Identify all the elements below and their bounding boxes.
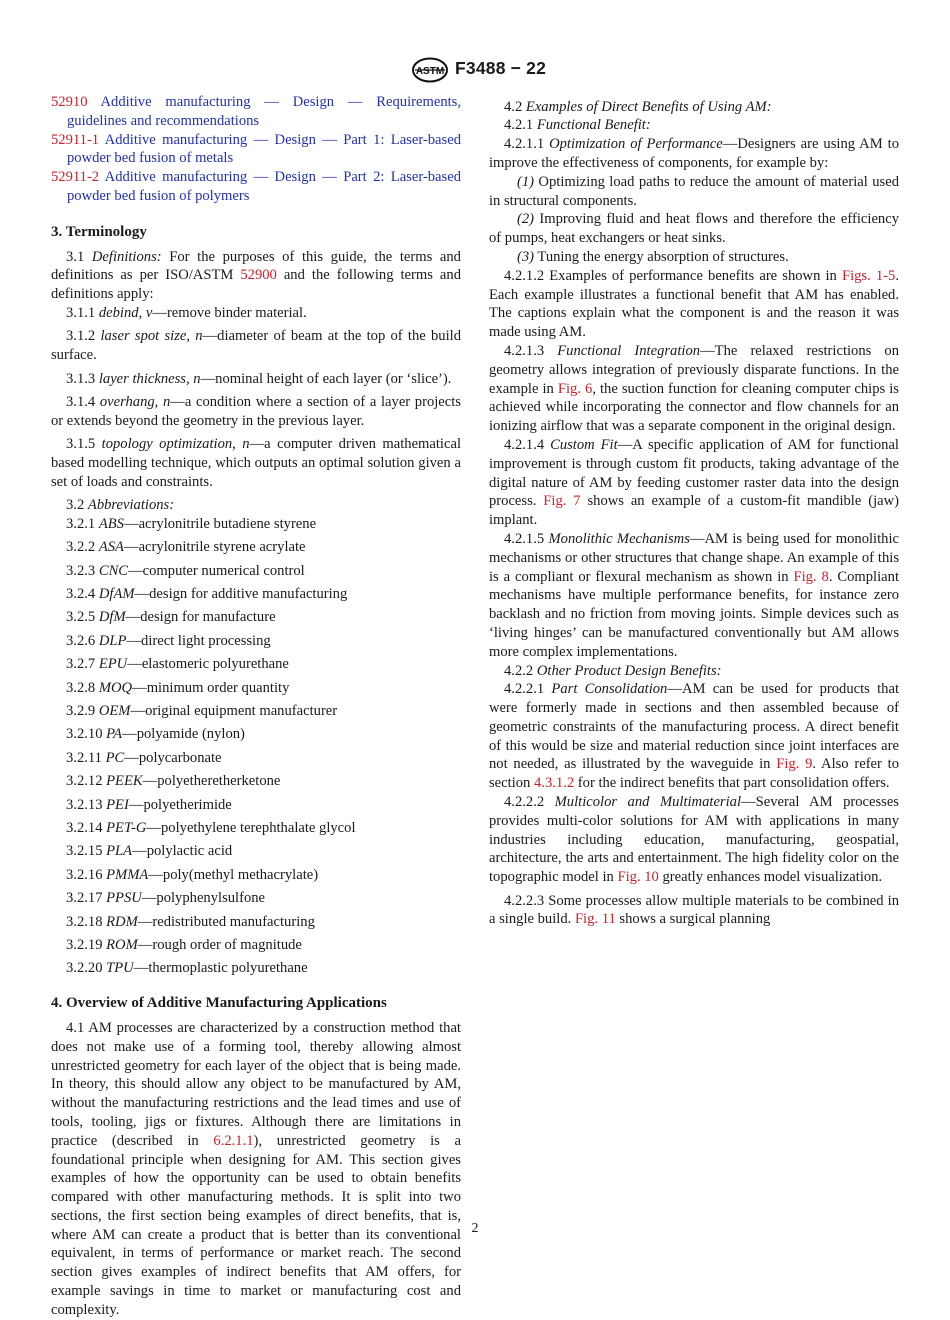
figure-link[interactable]: Figs. 1-5 <box>841 267 896 284</box>
reference-item: 52911-2 Additive manufacturing — Design — Part 2: Laser-based powder bed fusion of polymers <box>51 169 461 204</box>
paragraph: 4.2 Examples of Direct Benefits of Using AM: <box>504 98 772 115</box>
abbreviation: 3.2.18 RDM—redistributed manufacturing <box>66 913 315 930</box>
paragraph: 4.2.2.1 Part Consolidation—AM can be used for products that were formerly made in sections and then assembled because of geometric constraints of the manufacturing process. A direct benefit of this would be size and material reduction since joint interfaces are not needed, as illustrated by the waveguide in Fig. 9. Also refer to section 4.3.1.2 for the indirect benefits that part consolidation offers. <box>489 681 900 792</box>
paragraph: 4.2.2.3 Some processes allow multiple materials to be combined in a single build. Fig. 11 shows a surgical planning <box>489 892 899 928</box>
paragraph: 4.2.1.2 Examples of performance benefits are shown in Figs. 1-5. Each example illustrates a functional benefit that AM has enabled. The captions explain what the component is and the reason it was made using AM. <box>489 267 899 341</box>
right-column <box>489 93 899 929</box>
list-item: (2) Improving fluid and heat flows and therefore the efficiency of pumps, heat exchangers or heat sinks. <box>489 211 899 247</box>
abbreviation: 3.2.5 DfM—design for manufacture <box>66 609 276 626</box>
paragraph: 4.2.2 Other Product Design Benefits: <box>504 662 722 679</box>
reference-number[interactable]: 52911-2 <box>51 169 100 186</box>
reference-item: 52910 Additive manufacturing — Design — Requirements, guidelines and recommendations <box>51 94 461 129</box>
definition: 3.1.5 topology optimization, n—a computer driven mathematical based modelling technique, which outputs an optimal solution given a set of loads and constraints. <box>51 436 461 490</box>
abbreviation: 3.2.7 EPU—elastomeric polyurethane <box>66 656 289 673</box>
abbreviation: 3.2.4 DfAM—design for additive manufacturing <box>66 586 348 603</box>
paragraph: 4.2.2.2 Multicolor and Multimaterial—Several AM processes provides multi-color solutions for AM with applications in many industries including education, manufacturing, geospatial, architecture, the arts and entertainment. The high fidelity color on the topographic model in Fig. 10 greatly enhances model visualization. <box>489 794 899 886</box>
abbreviation: 3.2.10 PA—polyamide (nylon) <box>66 726 245 743</box>
abbreviation: 3.2.15 PLA—polylactic acid <box>66 843 233 860</box>
page-number: 2 <box>471 1221 479 1236</box>
definition: 3.1.2 laser spot size, n—diameter of beam at the top of the build surface. <box>51 328 462 364</box>
paragraph: 4.2.1.4 Custom Fit—A specific application of AM for functional improvement is through custom fit products, taking advantage of the digital nature of AM by feeding customer raster data into the design process. Fig. 7 shows an example of a custom-fit mandible (jaw) implant. <box>489 436 899 529</box>
section-link[interactable]: 4.3.1.2 <box>534 775 575 792</box>
reference-item: 52911-1 Additive manufacturing — Design — Part 1: Laser-based powder bed fusion of metals <box>51 131 461 167</box>
figure-link[interactable]: Fig. 9 <box>776 756 813 773</box>
section-link[interactable]: 6.2.1.1 <box>213 1132 254 1149</box>
astm-logo-icon <box>410 57 450 83</box>
definition: 3.1.1 debind, v—remove binder material. <box>66 304 307 321</box>
abbreviation: 3.2.2 ASA—acrylonitrile styrene acrylate <box>66 539 306 556</box>
abbreviation: 3.2.1 ABS—acrylonitrile butadiene styrene <box>66 515 317 532</box>
abbreviation: 3.2.14 PET-G—polyethylene terephthalate glycol <box>66 819 356 836</box>
figure-link[interactable]: Fig. 10 <box>617 869 659 886</box>
section-heading: 3. Terminology <box>51 223 147 240</box>
list-item: (1) Optimizing load paths to reduce the amount of material used in structural components. <box>489 173 899 209</box>
abbreviation: 3.2.12 PEEK—polyetheretherketone <box>66 773 281 790</box>
abbreviation: 3.2.19 ROM—rough order of magnitude <box>66 936 302 953</box>
figure-link[interactable]: Fig. 6 <box>557 380 593 397</box>
document-id: F3488 − 22 <box>455 58 547 78</box>
definition: 3.1.4 overhang, n—a condition where a section of a layer projects or extends beyond the geometry in the previous layer. <box>51 393 461 429</box>
paragraph: 4.2.1.1 Optimization of Performance—Designers are using AM to improve the effectiveness of components, for example by: <box>489 136 899 171</box>
list-item: (3) Tuning the energy absorption of structures. <box>517 248 789 265</box>
abbreviation: 3.2.8 MOQ—minimum order quantity <box>66 679 290 696</box>
svg-text:ASTM: ASTM <box>415 66 445 77</box>
figure-link[interactable]: Fig. 8 <box>793 568 829 585</box>
paragraph: 4.2.1.5 Monolithic Mechanisms—AM is being used for monolithic mechanisms or other structures that change shape. An example of this is a compliant or flexural mechanism as shown in Fig. 8. Compliant mechanisms have multiple performance benefits, for instance zero backlash and no friction from moving joints. Simple devices such as ‘living hinges’ can be manufactured conventionally but AM allows more complex implementations. <box>489 530 899 660</box>
definition: 3.1.3 layer thickness, n—nominal height of each layer (or ‘slice’). <box>66 370 452 387</box>
paragraph: 4.1 AM processes are characterized by a construction method that does not make use of a forming tool, thereby allowing almost unrestricted geometry for each layer of the object that is being made. In theory, this should allow any object to be manufactured by AM, without the manufacturing restrictions and the lead times and use of tools, tooling, jigs or fixtures. Although there are limitations in practice (described in 6.2.1.1), unrestricted geometry is a foundational principle when designing for AM. This section gives examples of how the opportunity can be used to obtain benefits compared with other manufacturing methods. It is split into two sections, the first section being examples of direct benefits, that is, where AM can create a product that is better than its conventional equivalent, in terms of performance or market reach. The second section gives examples of indirect benefits that AM offers, for example savings in time to market or manufacturing cost and complexity. <box>51 1019 462 1318</box>
abbreviation: 3.2.16 PMMA—poly(methyl methacrylate) <box>66 866 319 883</box>
abbreviation: 3.2.11 PC—polycarbonate <box>66 749 222 766</box>
abbreviation: 3.2.20 TPU—thermoplastic polyurethane <box>66 960 308 977</box>
abbreviation: 3.2.17 PPSU—polyphenylsulfone <box>66 890 266 907</box>
standard-link[interactable]: 52900 <box>240 267 277 284</box>
abbreviation: 3.2.13 PEI—polyetherimide <box>66 796 232 813</box>
paragraph: 4.2.1.3 Functional Integration—The relaxed restrictions on geometry allows integration of previously disparate functions. In the example in Fig. 6, the suction function for cleaning computer chips is achieved while incorporating the connector and flow channels for an ionizing airflow that was a separate component in the original design. <box>489 342 900 435</box>
abbreviation: 3.2.9 OEM—original equipment manufacturer <box>66 703 338 720</box>
paragraph: 3.2 Abbreviations: <box>66 497 175 514</box>
reference-number[interactable]: 52910 <box>51 94 88 110</box>
figure-link[interactable]: Fig. 7 <box>543 493 581 510</box>
section-heading: 4. Overview of Additive Manufacturing Applications <box>51 995 387 1012</box>
abbreviation: 3.2.3 CNC—computer numerical control <box>66 562 305 579</box>
reference-number[interactable]: 52911-1 <box>51 131 100 148</box>
figure-link[interactable]: Fig. 11 <box>574 911 616 928</box>
left-column <box>51 93 461 1320</box>
paragraph: 4.2.1 Functional Benefit: <box>504 117 651 134</box>
page-header <box>0 57 950 83</box>
abbreviation: 3.2.6 DLP—direct light processing <box>66 632 271 649</box>
paragraph: 3.1 Definitions: For the purposes of this guide, the terms and definitions as per ISO/ASTM 52900 and the following terms and definitions apply: <box>51 248 461 303</box>
